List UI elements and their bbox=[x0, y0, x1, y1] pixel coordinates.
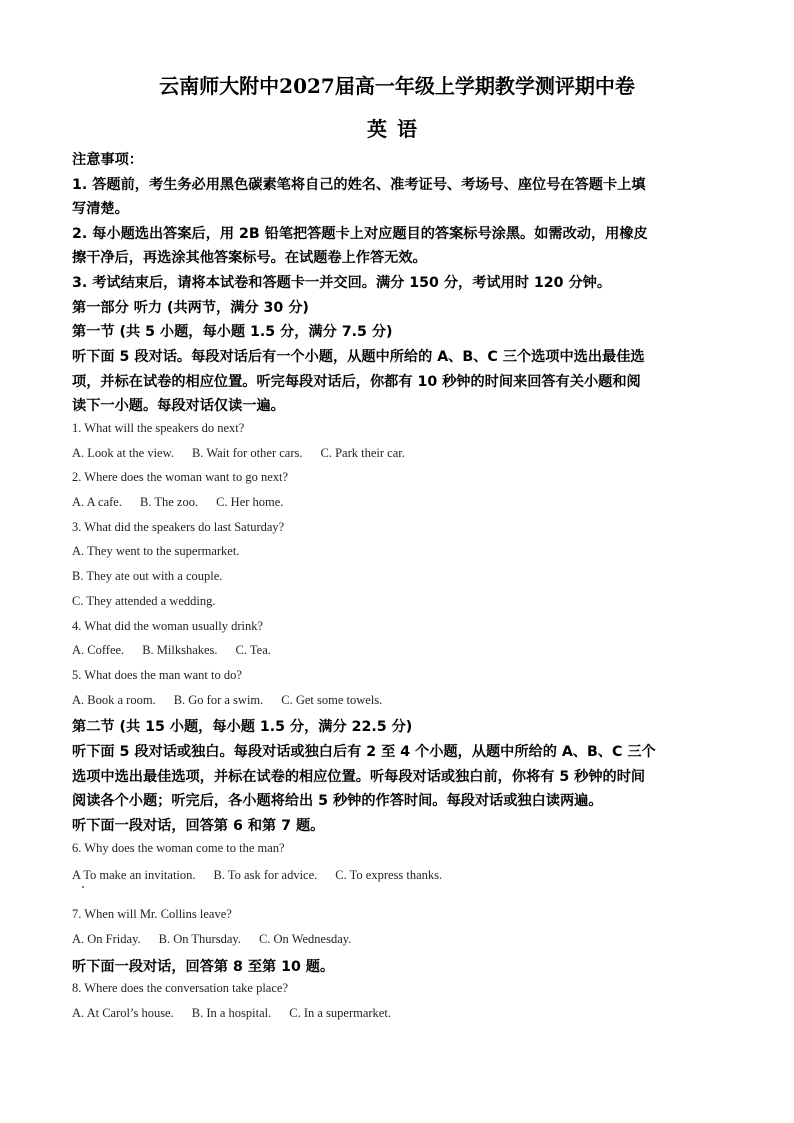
section1-heading: 第一节 (共 5 小题，每小题 1.5 分，满分 7.5 分) bbox=[72, 324, 393, 340]
notice-item-2: 2. 每小题选出答案后，用 2B 铅笔把答题卡上对应题目的答案标号涂黑。如需改动，用橡皮 bbox=[72, 226, 648, 242]
q4-option-c[interactable]: C. Tea. bbox=[235, 643, 271, 657]
q3-option-c[interactable]: C. They attended a wedding. bbox=[72, 594, 216, 608]
exam-title: 云南师大附中2027届高一年级上学期教学测评期中卷 bbox=[159, 74, 635, 98]
section1-instructions-2: 项，并标在试卷的相应位置。听完每段对话后，你都有 10 秒钟的时间来回答有关小题和阅 bbox=[72, 374, 641, 390]
question-2-options bbox=[72, 495, 301, 510]
q6-option-a[interactable]: A To make an invitation. bbox=[72, 868, 196, 882]
section2-instructions: 听下面 5 段对话或独白。每段对话或独白后有 2 至 4 个小题，从题中所给的 A、B、C 三个 bbox=[72, 744, 656, 760]
section1-instructions: 听下面 5 段对话。每段对话后有一个小题，从题中所给的 A、B、C 三个选项中选出最佳选 bbox=[72, 349, 645, 365]
question-4-options bbox=[72, 643, 289, 658]
question-6-options bbox=[72, 868, 460, 883]
notice-item-1-cont: 写清楚。 bbox=[72, 201, 129, 217]
question-1-options bbox=[72, 446, 423, 461]
section2-heading: 第二节 (共 15 小题，每小题 1.5 分，满分 22.5 分) bbox=[72, 719, 413, 735]
q2-option-a[interactable]: A. A cafe. bbox=[72, 495, 122, 509]
section2-instructions-3: 阅读各个小题；听完后，各小题将给出 5 秒钟的作答时间。每段对话或独白读两遍。 bbox=[72, 793, 603, 809]
part1-heading: 第一部分 听力 (共两节，满分 30 分) bbox=[72, 300, 309, 316]
notice-item-3: 3. 考试结束后，请将本试卷和答题卡一并交回。满分 150 分，考试用时 120 分钟。 bbox=[72, 275, 612, 291]
q7-option-b[interactable]: B. On Thursday. bbox=[158, 932, 241, 946]
q7-option-a[interactable]: A. On Friday. bbox=[72, 932, 141, 946]
group-6-7-heading: 听下面一段对话，回答第 6 和第 7 题。 bbox=[72, 818, 325, 834]
question-8-options bbox=[72, 1006, 409, 1021]
question-2-stem: 2. Where does the woman want to go next? bbox=[72, 470, 289, 484]
q4-option-a[interactable]: A. Coffee. bbox=[72, 643, 125, 657]
q5-option-a[interactable]: A. Book a room. bbox=[72, 693, 156, 707]
question-4-stem: 4. What did the woman usually drink? bbox=[72, 619, 264, 633]
question-6-stem: 6. Why does the woman come to the man? bbox=[72, 841, 285, 855]
q8-option-c[interactable]: C. In a supermarket. bbox=[289, 1006, 391, 1020]
question-5-options bbox=[72, 693, 400, 708]
question-5-stem: 5. What does the man want to do? bbox=[72, 668, 242, 682]
q5-option-c[interactable]: C. Get some towels. bbox=[281, 693, 383, 707]
q8-option-a[interactable]: A. At Carol’s house. bbox=[72, 1006, 174, 1020]
question-7-options bbox=[72, 932, 369, 947]
q3-option-b[interactable]: B. They ate out with a couple. bbox=[72, 569, 223, 583]
question-7-stem: 7. When will Mr. Collins leave? bbox=[72, 907, 232, 921]
question-1-stem: 1. What will the speakers do next? bbox=[72, 421, 245, 435]
question-8-stem: 8. Where does the conversation take place? bbox=[72, 981, 288, 995]
section1-instructions-3: 读下一小题。每段对话仅读一遍。 bbox=[72, 398, 285, 414]
q1-option-a[interactable]: A. Look at the view. bbox=[72, 446, 174, 460]
q1-option-b[interactable]: B. Wait for other cars. bbox=[191, 446, 303, 460]
subject-title: 英语 bbox=[367, 117, 427, 141]
question-3-stem: 3. What did the speakers do last Saturday? bbox=[72, 520, 285, 534]
notice-heading: 注意事项： bbox=[72, 152, 143, 168]
q1-option-c[interactable]: C. Park their car. bbox=[320, 446, 405, 460]
group-8-10-heading: 听下面一段对话，回答第 8 至第 10 题。 bbox=[72, 959, 335, 975]
q2-option-c[interactable]: C. Her home. bbox=[216, 495, 284, 509]
q6-option-b[interactable]: B. To ask for advice. bbox=[213, 868, 318, 882]
q5-option-b[interactable]: B. Go for a swim. bbox=[173, 693, 264, 707]
q6-option-c[interactable]: C. To express thanks. bbox=[335, 868, 443, 882]
stray-dot bbox=[82, 886, 84, 888]
notice-item-2-cont: 擦干净后，再选涂其他答案标号。在试题卷上作答无效。 bbox=[72, 250, 427, 266]
notice-item-1: 1. 答题前，考生务必用黑色碳素笔将自己的姓名、准考证号、考场号、座位号在答题卡上填 bbox=[72, 177, 646, 193]
q3-option-a[interactable]: A. They went to the supermarket. bbox=[72, 544, 240, 558]
q8-option-b[interactable]: B. In a hospital. bbox=[191, 1006, 272, 1020]
q4-option-b[interactable]: B. Milkshakes. bbox=[142, 643, 218, 657]
section2-instructions-2: 选项中选出最佳选项，并标在试卷的相应位置。听每段对话或独白前，你将有 5 秒钟的时间 bbox=[72, 769, 646, 785]
q2-option-b[interactable]: B. The zoo. bbox=[139, 495, 199, 509]
q7-option-c[interactable]: C. On Wednesday. bbox=[258, 932, 352, 946]
